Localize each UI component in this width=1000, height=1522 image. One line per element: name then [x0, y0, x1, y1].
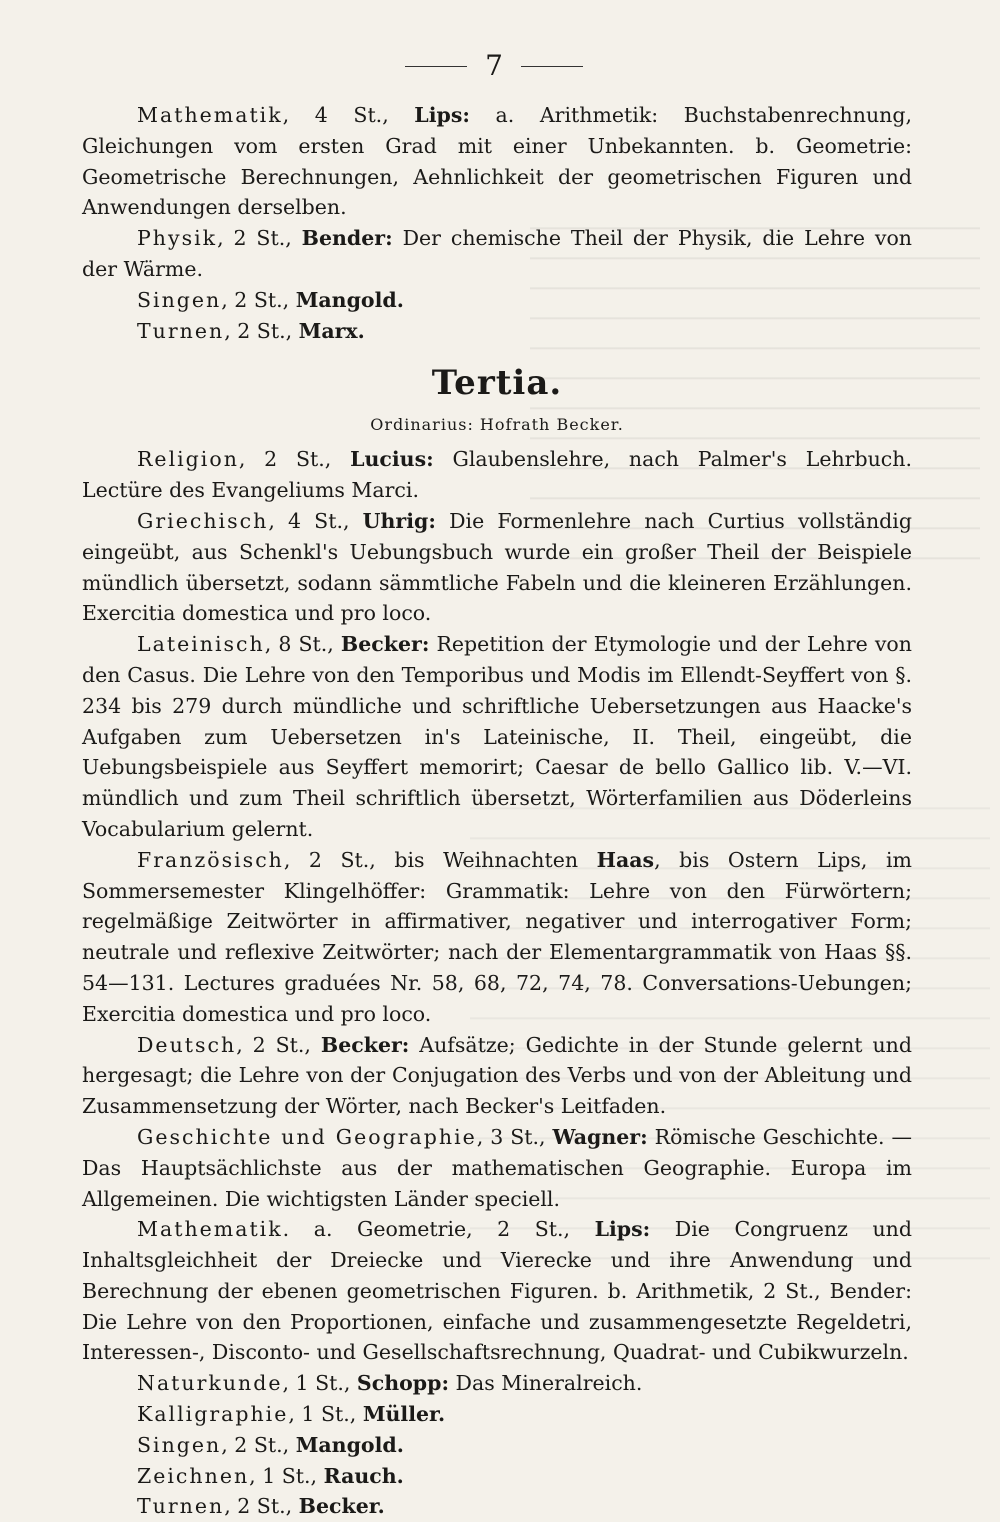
paragraph-text: Römische Geschichte. — Das Hauptsächlichste aus der mathematischen Geographie. Europa im Allgemeinen. Die wichtigsten Länder speciell. [82, 1124, 912, 1211]
paragraph-turnen-tertia [82, 1491, 912, 1522]
teacher: Müller. [362, 1402, 446, 1427]
page-number: 7 [485, 49, 503, 82]
teacher: Becker: [320, 1032, 410, 1057]
subject-details: , 1 St., [249, 1463, 324, 1488]
teacher: Mangold. [295, 287, 404, 312]
subject: Turnen [137, 318, 225, 343]
teacher: Lips: [594, 1217, 651, 1242]
paragraph-kalligraphie [82, 1399, 912, 1430]
teacher: Rauch. [323, 1463, 404, 1488]
paragraph-text: Der chemische Theil der Physik, die Lehre von der Wärme. [82, 226, 912, 281]
paragraph-text: Das Mineralreich. [449, 1371, 643, 1396]
teacher: Uhrig: [362, 508, 436, 533]
subject-details: , 4 St., [282, 103, 415, 127]
subject-details: , 1 St., [282, 1371, 357, 1396]
subject-details: , 2 St., [238, 447, 351, 472]
subject: Lateinisch [137, 632, 265, 657]
paragraph-naturkunde [82, 1368, 912, 1399]
subject: Geschichte und Geographie [137, 1124, 477, 1149]
subject: Griechisch [137, 508, 269, 533]
paragraph-mathematik-secunda [82, 100, 912, 223]
paragraph-turnen-secunda [82, 316, 912, 347]
paragraph-mathematik-tertia [82, 1214, 912, 1368]
subject-details: , 2 St., [224, 318, 299, 343]
teacher: Lucius: [350, 447, 434, 472]
header-rule-right [521, 66, 583, 67]
subject: Turnen [137, 1494, 225, 1519]
subject: Mathematik [137, 103, 283, 127]
paragraph-lateinisch [82, 629, 912, 845]
subject-details: , 4 St., [268, 508, 363, 533]
subject: Singen [137, 1432, 222, 1457]
paragraph-text: Aufsätze; Gedichte in der Stunde gelernt und hergesagt; die Lehre von der Conjugation des Verbs und von der Ableitung und Zusammensetzung der Wörter, nach Becker's Leitfaden. [82, 1032, 912, 1119]
teacher: Haas [596, 847, 655, 872]
subject: Naturkunde [137, 1371, 283, 1396]
subject-details: , 2 St., [224, 1494, 299, 1519]
subject-details: , 8 St., [264, 632, 341, 657]
subject-details: , 2 St., [221, 287, 296, 312]
subject-details: . a. Geometrie, 2 St., [282, 1217, 595, 1242]
paragraph-geschichte-geographie [82, 1122, 912, 1214]
subject: Französisch [137, 847, 284, 872]
document-page [82, 49, 912, 1519]
section-title-tertia: Tertia. [431, 363, 563, 404]
ordinarius-line: Ordinarius: Hofrath Becker. [370, 415, 624, 435]
teacher: Bender: [301, 226, 393, 251]
subject: Religion [137, 447, 239, 472]
paragraph-deutsch [82, 1030, 912, 1122]
subject: Zeichnen [137, 1463, 250, 1488]
page-header [76, 49, 912, 82]
subject: Kalligraphie [137, 1402, 289, 1427]
teacher: Schopp: [356, 1371, 450, 1396]
subject-details: , 2 St., [236, 1032, 321, 1057]
paragraph-religion [82, 444, 912, 506]
teacher: Mangold. [295, 1432, 404, 1457]
subject-details: , 3 St., [476, 1124, 553, 1149]
subject-details: , 1 St., [288, 1402, 363, 1427]
paragraph-singen-secunda [82, 285, 912, 316]
teacher: Lips: [414, 103, 470, 127]
header-rule-left [405, 66, 467, 67]
paragraph-singen-tertia [82, 1430, 912, 1461]
paragraph-text: , bis Ostern Lips, im Sommersemester Klingelhöffer: Grammatik: Lehre von den Fürwörtern; regelmäßige Zeitwörter in affirmativer, negativer und interrogativer Form; neutrale und reflexive Zeitwörter; nach der Elementargrammatik von Haas §§. 54—131. Lectures graduées Nr. 58, 68, 72, 74, 78. Conversations-Uebungen; Exercitia domestica und pro loco. [82, 847, 912, 1026]
teacher: Becker: [340, 632, 430, 657]
teacher: Becker. [298, 1494, 385, 1519]
paragraph-franzoesisch [82, 845, 912, 1030]
subject: Singen [137, 287, 222, 312]
paragraph-text: Glaubenslehre, nach Palmer's Lehrbuch. Lectüre des Evangeliums Marci. [82, 447, 912, 503]
paragraph-text: Repetition der Etymologie und der Lehre von den Casus. Die Lehre von den Temporibus und Modis im Ellendt-Seyffert von §. 234 bis 279 durch mündliche und schriftliche Uebersetzungen aus Haacke's Aufgaben zum Uebersetzen in's Lateinische, II. Theil, eingeübt, die Uebungsbeispiele aus Seyffert memorirt; Caesar de bello Gallico lib. V.—VI. mündlich und zum Theil schriftlich übersetzt, Wörterfamilien aus Döderleins Vocabularium gelernt. [82, 632, 912, 841]
paragraph-zeichnen [82, 1461, 912, 1492]
subject: Mathematik [137, 1217, 283, 1242]
paragraph-text: a. Arithmetik: Buchstabenrechnung, Gleichungen vom ersten Grad mit einer Unbekannten. b. Geometrie: Geometrische Berechnungen, Aehnlichkeit der geometrischen Figuren und Anwendungen derselben. [82, 103, 912, 220]
subject-details: , 2 St., [217, 226, 302, 251]
subject: Physik [137, 226, 218, 251]
subject: Deutsch [137, 1032, 237, 1057]
paragraph-text: Die Congruenz und Inhaltsgleichheit der Dreiecke und Vierecke und ihre Anwendung und Berechnung der ebenen geometrischen Figuren. b. Arithmetik, 2 St., Bender: Die Lehre von den Proportionen, einfache und zusammengesetzte Regeldetri, Interessen-, Disconto- und Gesellschaftsrechnung, Quadrat- und Cubikwurzeln. [82, 1217, 912, 1365]
paragraph-physik [82, 223, 912, 285]
subject-details: , 2 St., [221, 1432, 296, 1457]
teacher: Marx. [298, 318, 365, 343]
subject-details: , 2 St., bis Weihnachten [283, 847, 597, 872]
paragraph-griechisch [82, 506, 912, 629]
teacher: Wagner: [552, 1124, 648, 1149]
paragraph-text: Die Formenlehre nach Curtius vollständig eingeübt, aus Schenkl's Uebungsbuch wurde ein großer Theil der Beispiele mündlich übersetzt, sodann sämmtliche Fabeln und die kleineren Erzählungen. Exercitia domestica und pro loco. [82, 508, 912, 626]
